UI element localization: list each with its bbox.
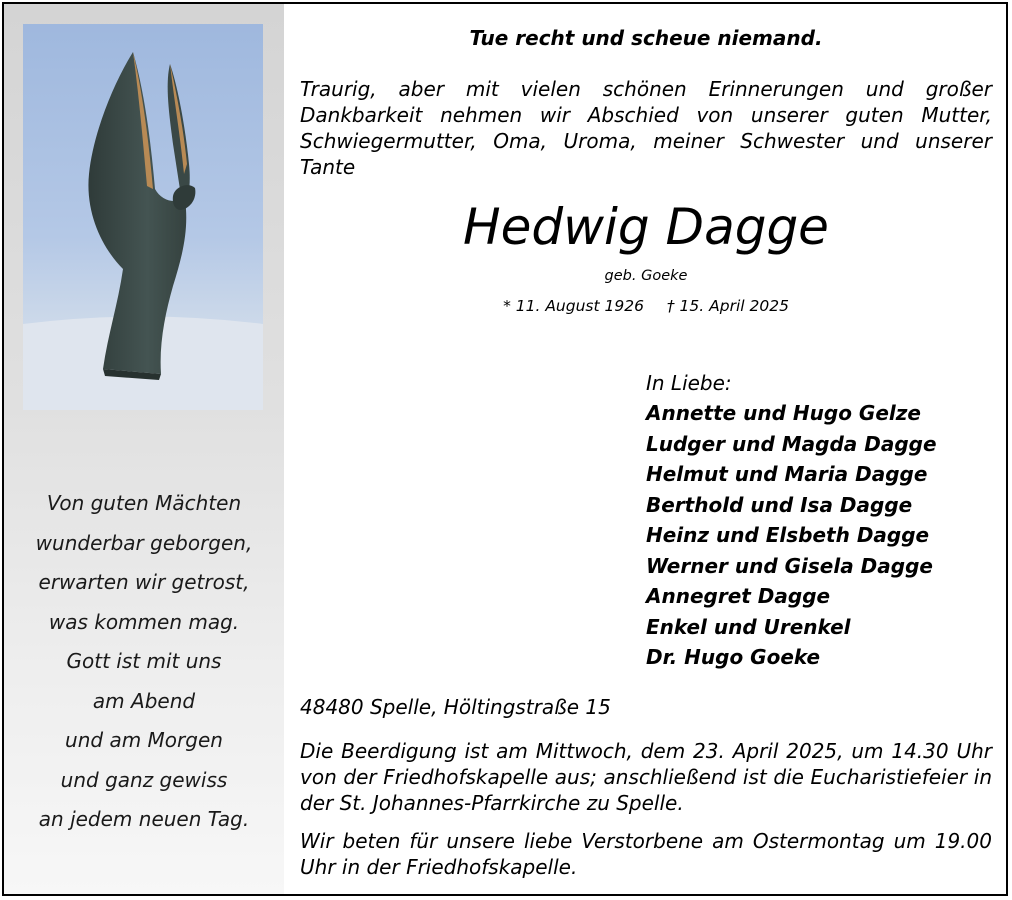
family-label: In Liebe: bbox=[646, 371, 732, 395]
mass-info: Wir beten für unsere liebe Verstorbene am Ostermontag um 19.00 Uhr in der Friedhofskapelle. bbox=[300, 829, 992, 879]
family-member: Annette und Hugo Gelze bbox=[646, 401, 921, 425]
address: 48480 Spelle, Höltingstraße 15 bbox=[300, 695, 611, 719]
poem-line: Gott ist mit uns bbox=[66, 649, 222, 673]
family-member: Berthold und Isa Dagge bbox=[646, 492, 913, 517]
family-member: Annegret Dagge bbox=[646, 584, 831, 608]
motto: Tue recht und scheue niemand. bbox=[469, 26, 823, 50]
birth-name: geb. Goeke bbox=[604, 268, 688, 284]
family-list bbox=[646, 368, 937, 673]
funeral-info: Die Beerdigung ist am Mittwoch, dem 23. April 2025, um 14.30 Uhr von der Friedhofskapelle aus; anschließend ist die Eucharistiefeier in der St. Johannes-Pfarrkirche zu Spelle. bbox=[300, 739, 992, 815]
death-date: † 15. April 2025 bbox=[666, 297, 789, 315]
obituary-notice bbox=[2, 2, 1008, 896]
poem-line: an jedem neuen Tag. bbox=[38, 807, 250, 831]
family-member: Heinz und Elsbeth Dagge bbox=[646, 523, 930, 547]
deceased-name: Hedwig Dagge bbox=[463, 198, 829, 256]
poem-line: am Abend bbox=[92, 688, 196, 713]
family-member: Helmut und Maria Dagge bbox=[646, 462, 928, 486]
birth-date: * 11. August 1926 bbox=[503, 297, 644, 315]
family-member: Ludger und Magda Dagge bbox=[646, 431, 937, 456]
poem-line: und ganz gewiss bbox=[60, 767, 228, 792]
angel-sculpture-image bbox=[23, 24, 263, 410]
angel-sculpture-icon bbox=[23, 24, 263, 410]
poem-line: wunderbar geborgen, bbox=[35, 530, 253, 555]
poem-line: und am Morgen bbox=[65, 728, 223, 752]
sidebar bbox=[4, 4, 284, 894]
family-member: Werner und Gisela Dagge bbox=[646, 553, 933, 578]
life-dates bbox=[300, 297, 992, 315]
poem-line: erwarten wir getrost, bbox=[38, 570, 250, 594]
poem bbox=[4, 484, 284, 840]
intro-text: Traurig, aber mit vielen schönen Erinnerungen und großer Dankbarkeit nehmen wir Abschied von unserer guten Mutter, Schwiegermutter, Oma, Uroma, meiner Schwester und unserer Tante bbox=[300, 77, 992, 179]
poem-line: was kommen mag. bbox=[48, 609, 240, 634]
family-member: Dr. Hugo Goeke bbox=[646, 645, 821, 669]
poem-line: Von guten Mächten bbox=[46, 491, 242, 515]
family-member: Enkel und Urenkel bbox=[646, 614, 851, 639]
